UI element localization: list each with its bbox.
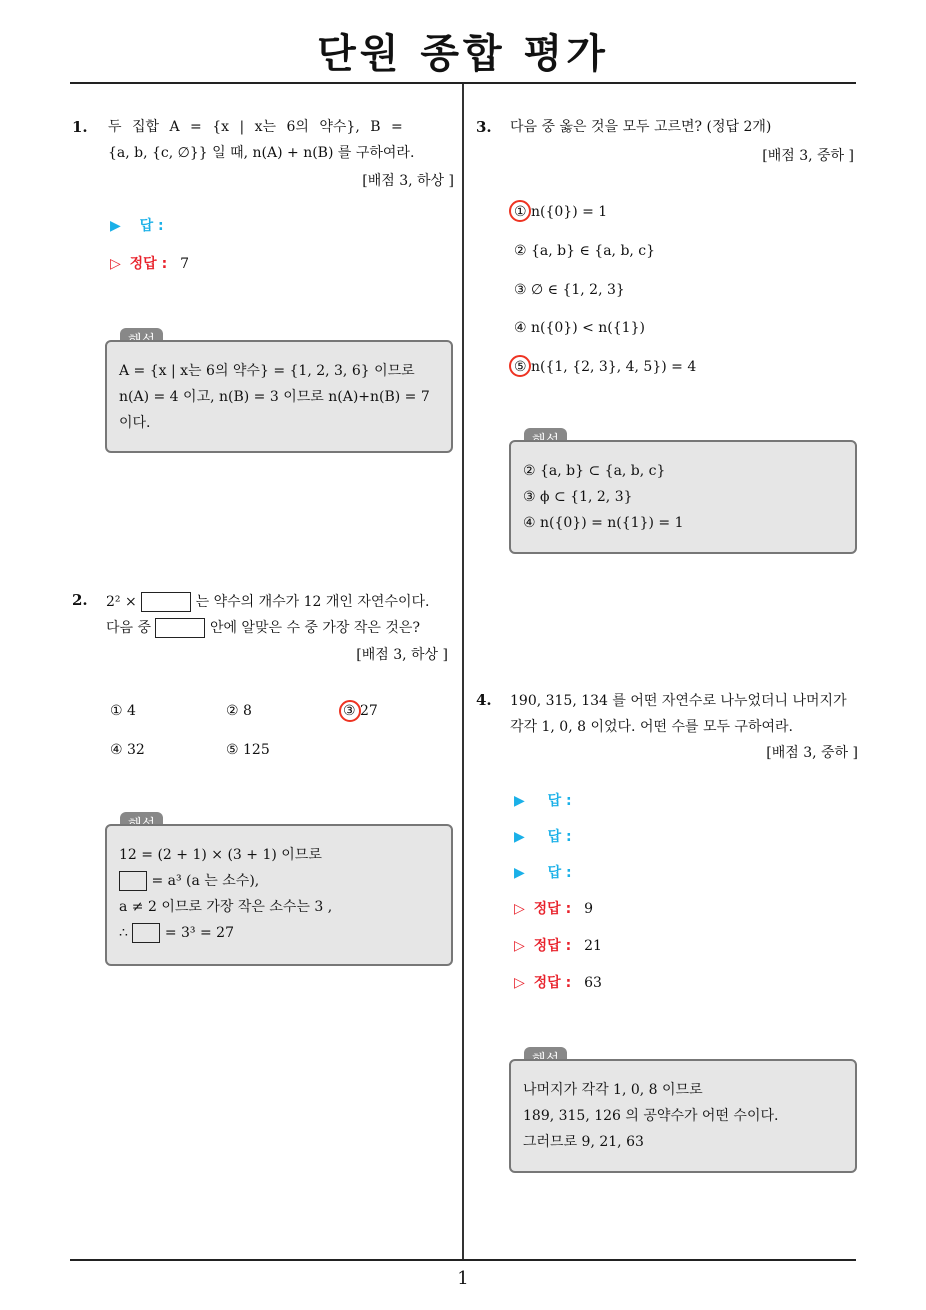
explanation-line: a ≠ 2 이므로 가장 작은 소수는 3 , — [119, 899, 333, 915]
score-meta: [배점 3, 하상 ] — [356, 647, 448, 663]
correct-answer-row — [514, 972, 602, 992]
question-line: 190, 315, 134 를 어떤 자연수로 나누었더니 나머지가 — [510, 693, 847, 709]
column-divider — [462, 84, 464, 1261]
explanation-box — [509, 1059, 857, 1173]
answer-label: 답 : — [547, 793, 572, 809]
explanation-line: ④ n({0}) = n({1}) = 1 — [523, 515, 684, 531]
explanation-line: ∴ — [119, 925, 128, 941]
correct-marker-icon: ▷ — [514, 901, 525, 917]
answer-label: 답 : — [139, 218, 164, 234]
question-text: 안에 알맞은 수 중 가장 작은 것은? — [209, 620, 420, 636]
question-number: 2. — [72, 591, 88, 609]
score-meta: [배점 3, 중하 ] — [762, 148, 854, 164]
question-line: {a, b, {c, ∅}} 일 때, n(A) + n(B) 를 구하여라. — [108, 145, 415, 161]
correct-answer-row — [514, 898, 593, 918]
choice-item: ③ 27 — [343, 703, 378, 719]
correct-value: 21 — [584, 938, 602, 954]
explanation-line: n(A) = 4 이고, n(B) = 3 이므로 n(A)+n(B) = 7 — [119, 389, 430, 405]
correct-value: 7 — [180, 256, 189, 272]
explanation-line: 12 = (2 + 1) × (3 + 1) 이므로 — [119, 847, 322, 863]
page-number: 1 — [457, 1268, 469, 1289]
blank-box — [119, 871, 147, 891]
correct-label: 정답 : — [533, 938, 572, 954]
choice-item: ② 8 — [226, 703, 252, 719]
score-meta: [배점 3, 하상 ] — [362, 173, 454, 189]
explanation-line: 189, 315, 126 의 공약수가 어떤 수이다. — [523, 1108, 779, 1124]
choice-item: ② {a, b} ∈ {a, b, c} — [514, 243, 656, 259]
question-2-text — [106, 589, 456, 641]
explanation-line: 이다. — [119, 415, 151, 431]
choice-item: ① 4 — [110, 703, 136, 719]
marked-circle-icon — [339, 700, 361, 722]
explanation-line: = a³ (a 는 소수), — [151, 873, 260, 889]
question-line: 두 집합 A = {x | x는 6의 약수}, B = — [108, 119, 403, 135]
choice-item: ③ ∅ ∈ {1, 2, 3} — [514, 282, 625, 298]
blank-box — [132, 923, 160, 943]
explanation-line: A = {x | x는 6의 약수} = {1, 2, 3, 6} 이므로 — [119, 363, 415, 379]
question-number: 3. — [476, 118, 492, 136]
correct-value: 63 — [584, 975, 602, 991]
explanation-line: 나머지가 각각 1, 0, 8 이므로 — [523, 1082, 703, 1098]
question-1-text — [108, 114, 454, 166]
explanation-line: ② {a, b} ⊂ {a, b, c} — [523, 463, 666, 479]
answer-row — [110, 215, 164, 235]
question-4-text — [510, 688, 860, 740]
answer-row — [514, 862, 572, 882]
answer-label: 답 : — [547, 829, 572, 845]
explanation-box — [509, 440, 857, 554]
explanation-line: = 3³ = 27 — [164, 925, 234, 941]
choice-item: ⑤ n({1, {2, 3}, 4, 5}) = 4 — [514, 359, 697, 375]
question-number: 1. — [72, 118, 88, 136]
correct-value: 9 — [584, 901, 593, 917]
choice-item: ④ 32 — [110, 742, 145, 758]
marked-circle-icon — [509, 200, 531, 222]
correct-marker-icon: ▷ — [514, 975, 525, 991]
question-number: 4. — [476, 691, 492, 709]
correct-answer-row — [110, 253, 189, 273]
explanation-line: 그러므로 9, 21, 63 — [523, 1134, 644, 1150]
blank-box — [155, 618, 205, 638]
answer-marker-icon: ▶ — [514, 829, 525, 845]
question-line: 각각 1, 0, 8 이었다. 어떤 수를 모두 구하여라. — [510, 719, 793, 735]
bottom-divider — [70, 1259, 856, 1261]
question-text: 는 약수의 개수가 12 개인 자연수이다. — [195, 594, 430, 610]
blank-box — [141, 592, 191, 612]
answer-marker-icon: ▶ — [514, 793, 525, 809]
marked-circle-icon — [509, 355, 531, 377]
answer-row — [514, 790, 572, 810]
explanation-box — [105, 340, 453, 453]
correct-marker-icon: ▷ — [110, 256, 121, 272]
choice-item: ④ n({0}) < n({1}) — [514, 320, 645, 336]
explanation-box — [105, 824, 453, 966]
answer-row — [514, 826, 572, 846]
answer-label: 답 : — [547, 865, 572, 881]
page-title: 단원 종합 평가 — [317, 31, 609, 77]
answer-marker-icon: ▶ — [514, 865, 525, 881]
correct-label: 정답 : — [129, 256, 168, 272]
correct-marker-icon: ▷ — [514, 938, 525, 954]
correct-label: 정답 : — [533, 975, 572, 991]
correct-label: 정답 : — [533, 901, 572, 917]
score-meta: [배점 3, 중하 ] — [766, 745, 858, 761]
question-text: 다음 중 옳은 것을 모두 고르면? (정답 2개) — [510, 119, 772, 135]
explanation-line: ③ ϕ ⊂ {1, 2, 3} — [523, 489, 633, 505]
choice-item: ① n({0}) = 1 — [514, 204, 608, 220]
question-text: 2² × — [106, 594, 137, 610]
question-text: 다음 중 — [106, 620, 152, 636]
choice-item: ⑤ 125 — [226, 742, 270, 758]
correct-answer-row — [514, 935, 602, 955]
answer-marker-icon: ▶ — [110, 218, 121, 234]
